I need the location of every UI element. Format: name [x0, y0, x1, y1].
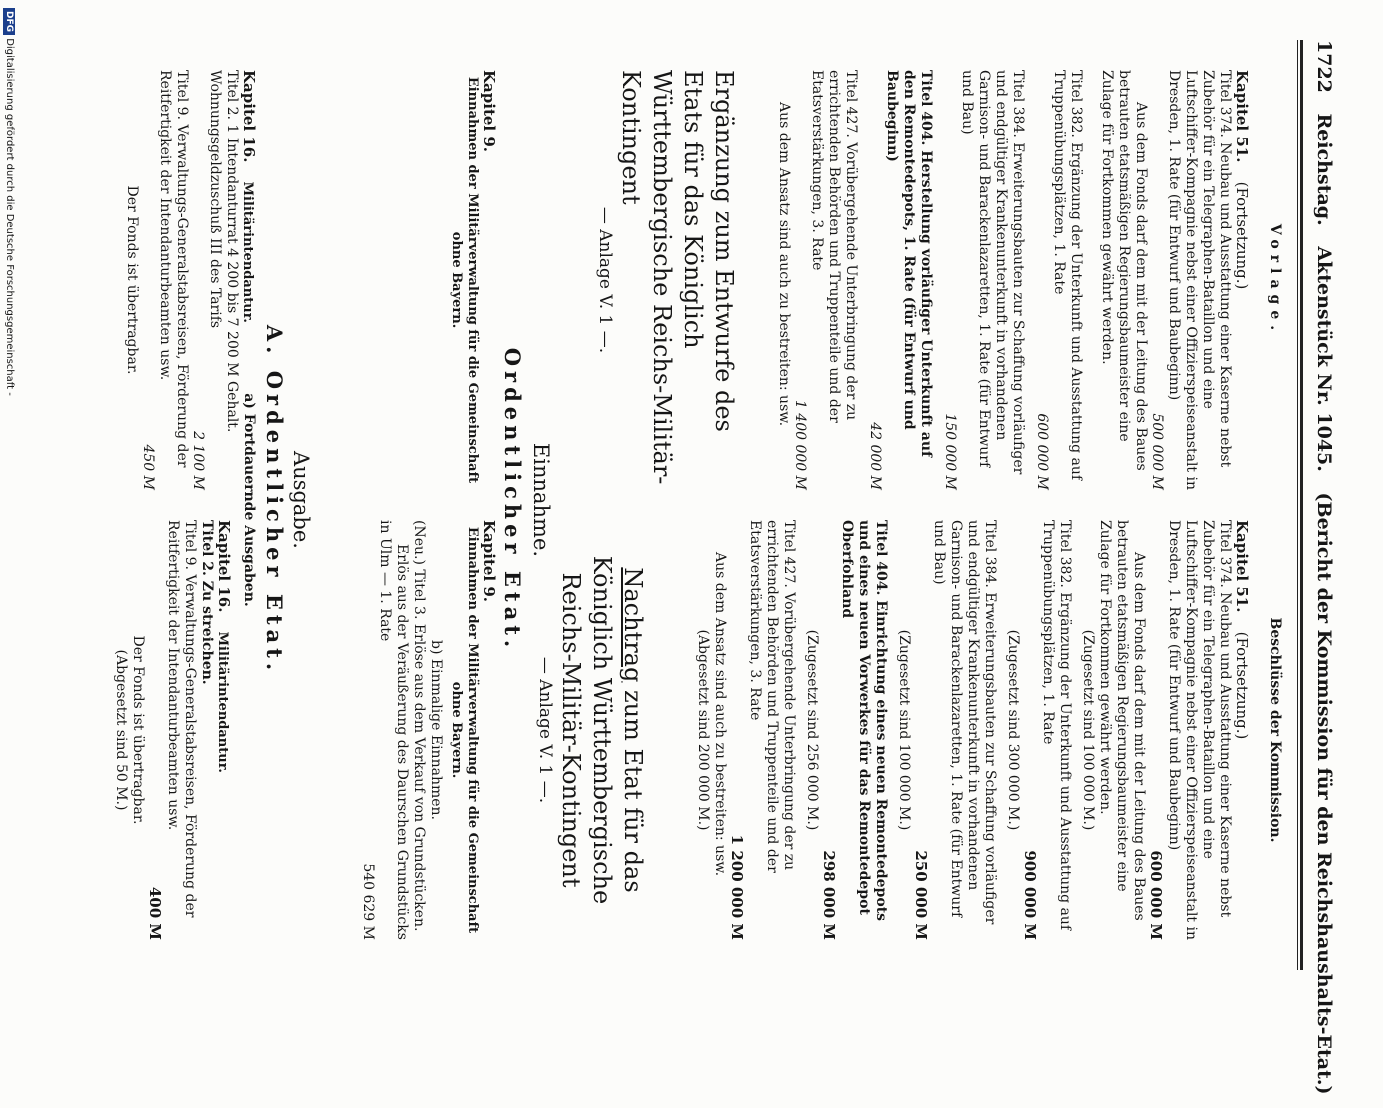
kapitel16-desc: Militärintendantur. — [215, 631, 230, 773]
page-number: 1722 — [1313, 40, 1335, 93]
einnahme-heading: Einnahme. — [529, 442, 553, 558]
kapitel16-label — [215, 520, 233, 940]
titel-404-amount: 298 000 M — [820, 850, 838, 940]
k16-titel9-amount: 400 M — [146, 886, 164, 940]
vorlage-kapitel9 — [448, 70, 498, 490]
kapitel9-label: Kapitel 9. — [480, 70, 498, 152]
ordentlicher-etat-heading: Ordentlicher Etat. — [500, 347, 525, 653]
kapitel9-einmalige: b) Einmalige Einnahmen. — [428, 640, 444, 820]
kapitel-heading — [1233, 520, 1251, 940]
titel-384: Titel 384. Erweiterungsbauten zur Schaffung vorläufiger und endgültiger Krankenunterkunft in vorhandenen Garnison- und Barackenlazaretten, 1. Rate (für Entwurf und Bau) — [931, 520, 998, 925]
titel-404: Titel 404. Herstellung vorläufiger Unterkunft auf den Remontedepots, 1. Rate (für Entwurf und Baubeginn) — [884, 70, 934, 458]
titel-382-amount: 900 000 M — [1021, 850, 1039, 940]
anlage-label: — Anlage V. 1 —. — [535, 656, 555, 804]
k16-titel9: Titel 9. Verwaltungs-Generalstabsreisen, Förderung der Reitfertigkeit der Intendanturbeamten usw. — [165, 520, 198, 918]
kapitel-label: Kapitel 51. — [1233, 70, 1251, 163]
document-number: Aktenstück Nr. 1045. — [1313, 246, 1335, 472]
titel-382: Titel 382. Ergänzung der Unterkunft und Ausstattung auf Truppenübungsplätzen, 1. Rate — [1051, 70, 1084, 481]
titel-427: Titel 427. Vorübergehende Unterbringung der zu errichtenden Behörden und Truppenteile und der Etatsverstärkungen, 3. Rate — [747, 520, 797, 873]
publication-name: Reichstag. — [1313, 113, 1335, 226]
nachtrag-rest: zum Etat für das Königlich Württembergische Reichs-Militär-Kontingent — [557, 555, 647, 905]
kapitel9-erloes: Erlös aus der Veräußerung des Daurschen Grundstücks in Ulm — 1. Rate — [377, 520, 410, 940]
titel-384-amount: 150 000 M — [942, 413, 958, 490]
beschluesse-kapitel16 — [112, 520, 233, 940]
titel-374-amount: 600 000 M — [1147, 850, 1165, 940]
titel-374-note: Aus dem Fonds darf dem mit der Leitung des Baues betrauten etatsmäßigen Regierungsbaumeister eine Zulage für Fortkommen gewährt werden. — [1097, 520, 1147, 921]
k16-titel9-amount: 450 M — [140, 444, 156, 490]
k16-titel9: Titel 9. Verwaltungs-Generalstabsreisen, Förderung der Reitfertigkeit der Intendanturbeamten usw. — [157, 70, 190, 468]
anlage-label: — Anlage V. 1 —. — [595, 206, 615, 354]
kapitel16-number: Kapitel 16. — [215, 520, 233, 613]
fortdauernde-ausgaben-heading: a) Fortdauernde Ausgaben. — [241, 393, 257, 607]
page-header — [1313, 40, 1335, 1108]
titel-404: Titel 404. Einrichtung eines neuen Remontedepots und eines neuen Vorwerkes für das Remontedepot Oberfohland — [839, 520, 889, 922]
k16-titel2: Titel 2. Zu streichen. — [199, 520, 215, 685]
vorlage-kapitel16 — [123, 70, 258, 490]
k16-titel2-amount: 2 100 M — [190, 431, 206, 490]
titel-374: Titel 374. Neubau und Ausstattung einer Kaserne nebst Zubehör für ein Telegraphen-Bataillon und eine Luftschiffer-Kompagnie nebst einer Offizierspeiseanstalt in Dresden, 1. Rate (für Entwurf und Baubeginn) — [1166, 520, 1233, 940]
ergaenzung-title: Ergänzung zum Entwurfe des Etats für das Königlich Württembergische Reichs-Militär-Kontingent — [617, 70, 738, 485]
titel-382-amount: 600 000 M — [1034, 413, 1050, 490]
titel-374: Titel 374. Neubau und Ausstattung einer Kaserne nebst Zubehör für ein Telegraphen-Bataillon und eine Luftschiffer-Kompagnie nebst einer Offizierspeiseanstalt in Dresden, 1. Rate (für Entwurf und Baubeginn) — [1166, 70, 1233, 490]
digitization-credit — [4, 8, 15, 396]
ausgabe-heading: Ausgabe. — [289, 451, 313, 549]
fortsetzung-label: (Fortsetzung.) — [1233, 181, 1251, 290]
kapitel9-amount: 540 629 M — [360, 863, 376, 940]
titel-427-abgesetzt: (Abgesetzt sind 200 000 M.) — [695, 629, 711, 831]
kapitel9-neu-titel3: (Neu.) Titel 3. Erlöse aus dem Verkauf von Grundstücken. — [411, 520, 427, 932]
titel-374-amount: 500 000 M — [1149, 413, 1165, 490]
k16-abgesetzt: (Abgesetzt sind 50 M.) — [113, 649, 129, 811]
kapitel-heading — [1233, 70, 1251, 490]
titel-404-amount: 42 000 M — [867, 422, 883, 490]
titel-384-amount: 250 000 M — [912, 850, 930, 940]
digitization-text: Digitalisierung gefördert durch die Deutsche Forschungsgemeinschaft - — [4, 38, 15, 396]
header-rule — [1300, 40, 1303, 970]
nachtrag-title — [555, 520, 648, 940]
k16-note: Der Fonds ist übertragbar. — [130, 635, 146, 825]
titel-382-zugesetzt: (Zugesetzt sind 300 000 M.) — [1005, 629, 1021, 831]
titel-374-note: Aus dem Fonds darf dem mit der Leitung des Baues betrauten etatsmäßigen Regierungsbaumeister eine Zulage für Fortkommen gewährt werden. — [1099, 70, 1149, 471]
titel-427-note: Aus dem Ansatz sind auch zu bestreiten: usw. — [776, 102, 792, 427]
titel-427-note: Aus dem Ansatz sind auch zu bestreiten: usw. — [712, 552, 728, 877]
kapitel9-desc: Einnahmen der Militärverwaltung für die Gemeinschaft ohne Bayern. — [449, 526, 480, 934]
beschluesse-kapitel9 — [360, 520, 498, 940]
nachtrag-block — [535, 520, 648, 940]
titel-382: Titel 382. Ergänzung der Unterkunft und Ausstattung auf Truppenübungsplätzen, 1. Rate — [1040, 520, 1073, 931]
beschluesse-column — [694, 520, 1283, 940]
titel-384: Titel 384. Erweiterungsbauten zur Schaffung vorläufiger und endgültiger Krankenunterkunft in vorhandenen Garnison- und Barackenlazaretten, 1. Rate (für Entwurf und Bau) — [959, 70, 1026, 475]
titel-427-amount: 1 200 000 M — [728, 834, 746, 940]
titel-427: Titel 427. Vorübergehende Unterbringung der zu errichtenden Behörden und Truppenteile und der Etatsverstärkungen, 3. Rate — [809, 70, 859, 423]
kapitel16-number: Kapitel 16. — [240, 70, 258, 163]
titel-404-zugesetzt: (Zugesetzt sind 256 000 M.) — [804, 629, 820, 831]
report-subtitle: (Bericht der Kommission für den Reichshaushalts-Etat.) — [1313, 492, 1335, 1095]
nachtrag-word: Nachtrag — [619, 567, 647, 683]
vorlage-column — [595, 70, 1283, 490]
kapitel-label: Kapitel 51. — [1233, 520, 1251, 613]
fortsetzung-label: (Fortsetzung.) — [1233, 631, 1251, 740]
header-rule-thin — [1297, 40, 1298, 970]
kapitel9-label: Kapitel 9. — [480, 520, 498, 602]
titel-427-amount: 1 400 000 M — [792, 399, 808, 490]
kapitel16-desc: Militärintendantur. — [240, 181, 255, 323]
k16-note: Der Fonds ist übertragbar. — [124, 185, 140, 375]
column-heading: Vorlage. — [1267, 223, 1283, 337]
kapitel9-desc: Einnahmen der Militärverwaltung für die Gemeinschaft ohne Bayern. — [449, 76, 480, 484]
dfg-badge: DFG — [3, 8, 15, 35]
k16-titel2: Titel 2. 1 Intendanturrat 4 200 bis 7 200 M Gehalt. Wohnungsgeldzuschuß III des Tarifs — [207, 70, 240, 433]
a-ordentlicher-etat-heading: A. Ordentlicher Etat. — [262, 324, 287, 676]
titel-374-zugesetzt: (Zugesetzt sind 100 000 M.) — [1080, 629, 1096, 831]
column-heading: Beschlüsse der Kommission. — [1267, 617, 1283, 843]
titel-384-zugesetzt: (Zugesetzt sind 100 000 M.) — [896, 629, 912, 831]
